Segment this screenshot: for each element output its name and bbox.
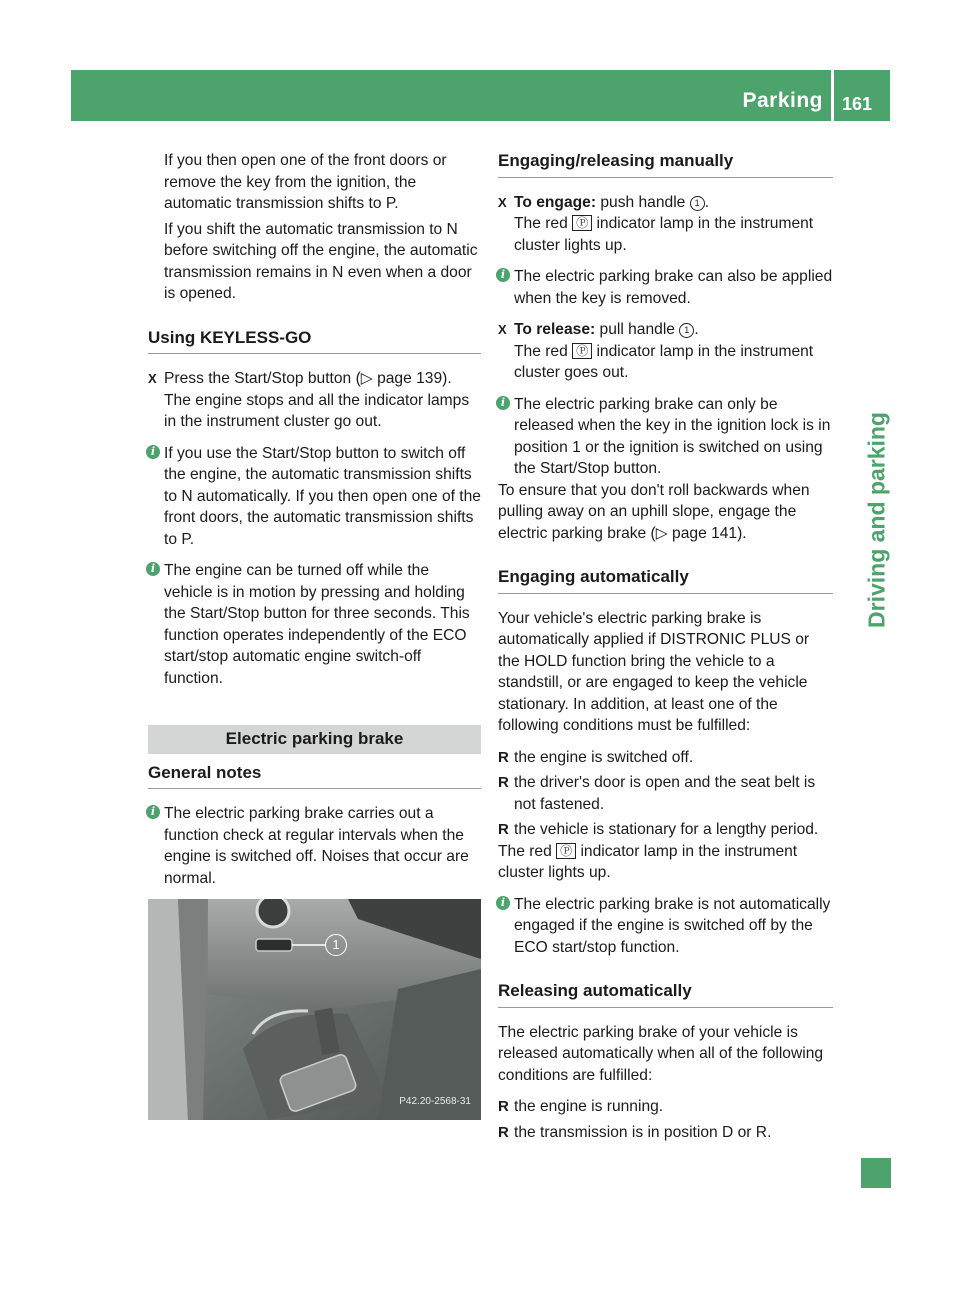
list-text: the engine is running. bbox=[514, 1098, 664, 1115]
heading-keyless-go: Using KEYLESS-GO bbox=[148, 327, 481, 355]
parking-brake-photo bbox=[148, 899, 481, 1120]
list-text: the driver's door is open and the seat belt is not fastened. bbox=[514, 774, 816, 813]
paragraph-prefix: The red bbox=[498, 842, 552, 860]
arrow-icon: X bbox=[148, 371, 157, 386]
result-text: indicator lamp in the instrument cluster goes out. bbox=[514, 342, 814, 381]
list-item bbox=[498, 819, 833, 841]
callout-1-icon: 1 bbox=[690, 196, 705, 211]
list-item bbox=[498, 747, 833, 769]
info-note bbox=[498, 894, 833, 959]
paragraph: If you then open one of the front doors or remove the key from the ignition, the automatic transmission shifts to P. bbox=[164, 152, 447, 212]
list-item bbox=[498, 772, 833, 815]
paragraph-text: indicator lamp in the instrument cluster lights up. bbox=[498, 842, 798, 881]
bullet-icon: R bbox=[498, 1098, 509, 1115]
step-text: To release: pull handle 1 . bbox=[514, 321, 699, 338]
info-note bbox=[148, 803, 481, 889]
info-note bbox=[498, 394, 833, 480]
step-action: pull handle bbox=[599, 321, 675, 338]
side-marker bbox=[861, 1158, 891, 1188]
left-column bbox=[148, 150, 481, 1120]
paragraph: The electric parking brake of your vehicle is released automatically when all of the following conditions are fulfilled: bbox=[498, 1023, 824, 1084]
side-tab bbox=[862, 410, 892, 630]
page-number: 161 bbox=[842, 94, 873, 114]
info-text: The electric parking brake can only be released when the key in the ignition lock is in position 1 or the ignition is switched on using the Start/Stop button. bbox=[514, 395, 831, 477]
info-icon: i bbox=[496, 396, 510, 410]
info-note bbox=[148, 560, 481, 689]
step-result bbox=[514, 341, 833, 384]
list-item bbox=[498, 1122, 833, 1144]
bullet-icon: R bbox=[498, 821, 509, 838]
info-text: The electric parking brake carries out a function check at regular intervals when the engine is switched off. Noises that occur are normal. bbox=[164, 805, 469, 887]
result-text: indicator lamp in the instrument cluster lights up. bbox=[514, 215, 814, 254]
list-item bbox=[498, 1096, 833, 1118]
info-text: The electric parking brake can also be applied when the key is removed. bbox=[514, 268, 833, 307]
step-item bbox=[148, 368, 481, 433]
parking-lamp-icon: Ⓟ bbox=[572, 215, 592, 231]
heading-manual: Engaging/releasing manually bbox=[498, 150, 833, 178]
step-text: To engage: push handle 1 . bbox=[514, 193, 710, 211]
section-title: Electric parking brake bbox=[148, 725, 481, 754]
info-icon: i bbox=[496, 896, 510, 910]
list-text: the transmission is in position D or R. bbox=[514, 1123, 772, 1141]
photo-code: P42.20-2568-31 bbox=[399, 1095, 471, 1107]
heading-engaging-automatically: Engaging automatically bbox=[498, 566, 833, 594]
arrow-icon: X bbox=[498, 322, 507, 337]
arrow-icon: X bbox=[498, 194, 507, 210]
list-text: the vehicle is stationary for a lengthy period. bbox=[514, 821, 819, 838]
parking-lamp-icon: Ⓟ bbox=[572, 343, 592, 359]
result-prefix: The red bbox=[514, 342, 568, 360]
info-text: The engine can be turned off while the vehicle is in motion by pressing and holding the Start/Stop button for three seconds. This function operates independently of the ECO start/stop automatic engine switch-off function. bbox=[164, 562, 470, 687]
step-result bbox=[514, 213, 833, 256]
heading-general-notes: General notes bbox=[148, 762, 481, 790]
info-note bbox=[148, 443, 481, 551]
paragraph: To ensure that you don't roll backwards when pulling away on an uphill slope, engage the electric parking brake (▷ page 141). bbox=[498, 481, 810, 542]
step-item bbox=[498, 192, 833, 257]
info-icon: i bbox=[146, 562, 160, 576]
result-prefix: The red bbox=[514, 215, 568, 232]
step-label: To release: bbox=[514, 321, 596, 338]
callout-1-icon: 1 bbox=[679, 323, 694, 338]
list-text: the engine is switched off. bbox=[514, 748, 694, 766]
step-result: The engine stops and all the indicator lamps in the instrument cluster go out. bbox=[164, 391, 470, 430]
info-text: If you use the Start/Stop button to switch off the engine, the automatic transmission shifts to N automatically. If you then open one of the front doors, the automatic transmission shifts to P. bbox=[164, 444, 481, 548]
paragraph: If you shift the automatic transmission to N before switching off the engine, the automatic transmission remains in N even when a door is opened. bbox=[164, 220, 478, 302]
side-tab-label: Driving and parking bbox=[863, 412, 890, 628]
bullet-icon: R bbox=[498, 748, 509, 766]
step-text: Press the Start/Stop button (▷ page 139). bbox=[164, 370, 452, 387]
heading-releasing-automatically: Releasing automatically bbox=[498, 980, 833, 1008]
step-action: push handle bbox=[600, 193, 686, 211]
right-column bbox=[498, 150, 833, 1143]
info-text: The electric parking brake is not automatically engaged if the engine is switched off by the ECO start/stop function. bbox=[514, 895, 831, 956]
paragraph: Your vehicle's electric parking brake is automatically applied if DISTRONIC PLUS or the HOLD function bring the vehicle to a standstill, or are engaged to keep the vehicle stationary. In addition, at least one of the following conditions must be fulfilled: bbox=[498, 609, 810, 734]
step-item bbox=[498, 319, 833, 384]
info-note bbox=[498, 266, 833, 309]
info-icon: i bbox=[146, 805, 160, 819]
photo-illustration bbox=[148, 899, 481, 1120]
step-label: To engage: bbox=[514, 193, 597, 211]
header-separator bbox=[831, 70, 834, 121]
bullet-icon: R bbox=[498, 774, 509, 791]
callout-1: 1 bbox=[325, 934, 347, 956]
info-icon: i bbox=[146, 445, 160, 459]
chapter-title: Parking bbox=[742, 89, 823, 112]
bullet-icon: R bbox=[498, 1123, 509, 1141]
parking-lamp-icon: Ⓟ bbox=[556, 843, 576, 859]
info-icon: i bbox=[496, 268, 510, 282]
paragraph bbox=[498, 841, 833, 884]
